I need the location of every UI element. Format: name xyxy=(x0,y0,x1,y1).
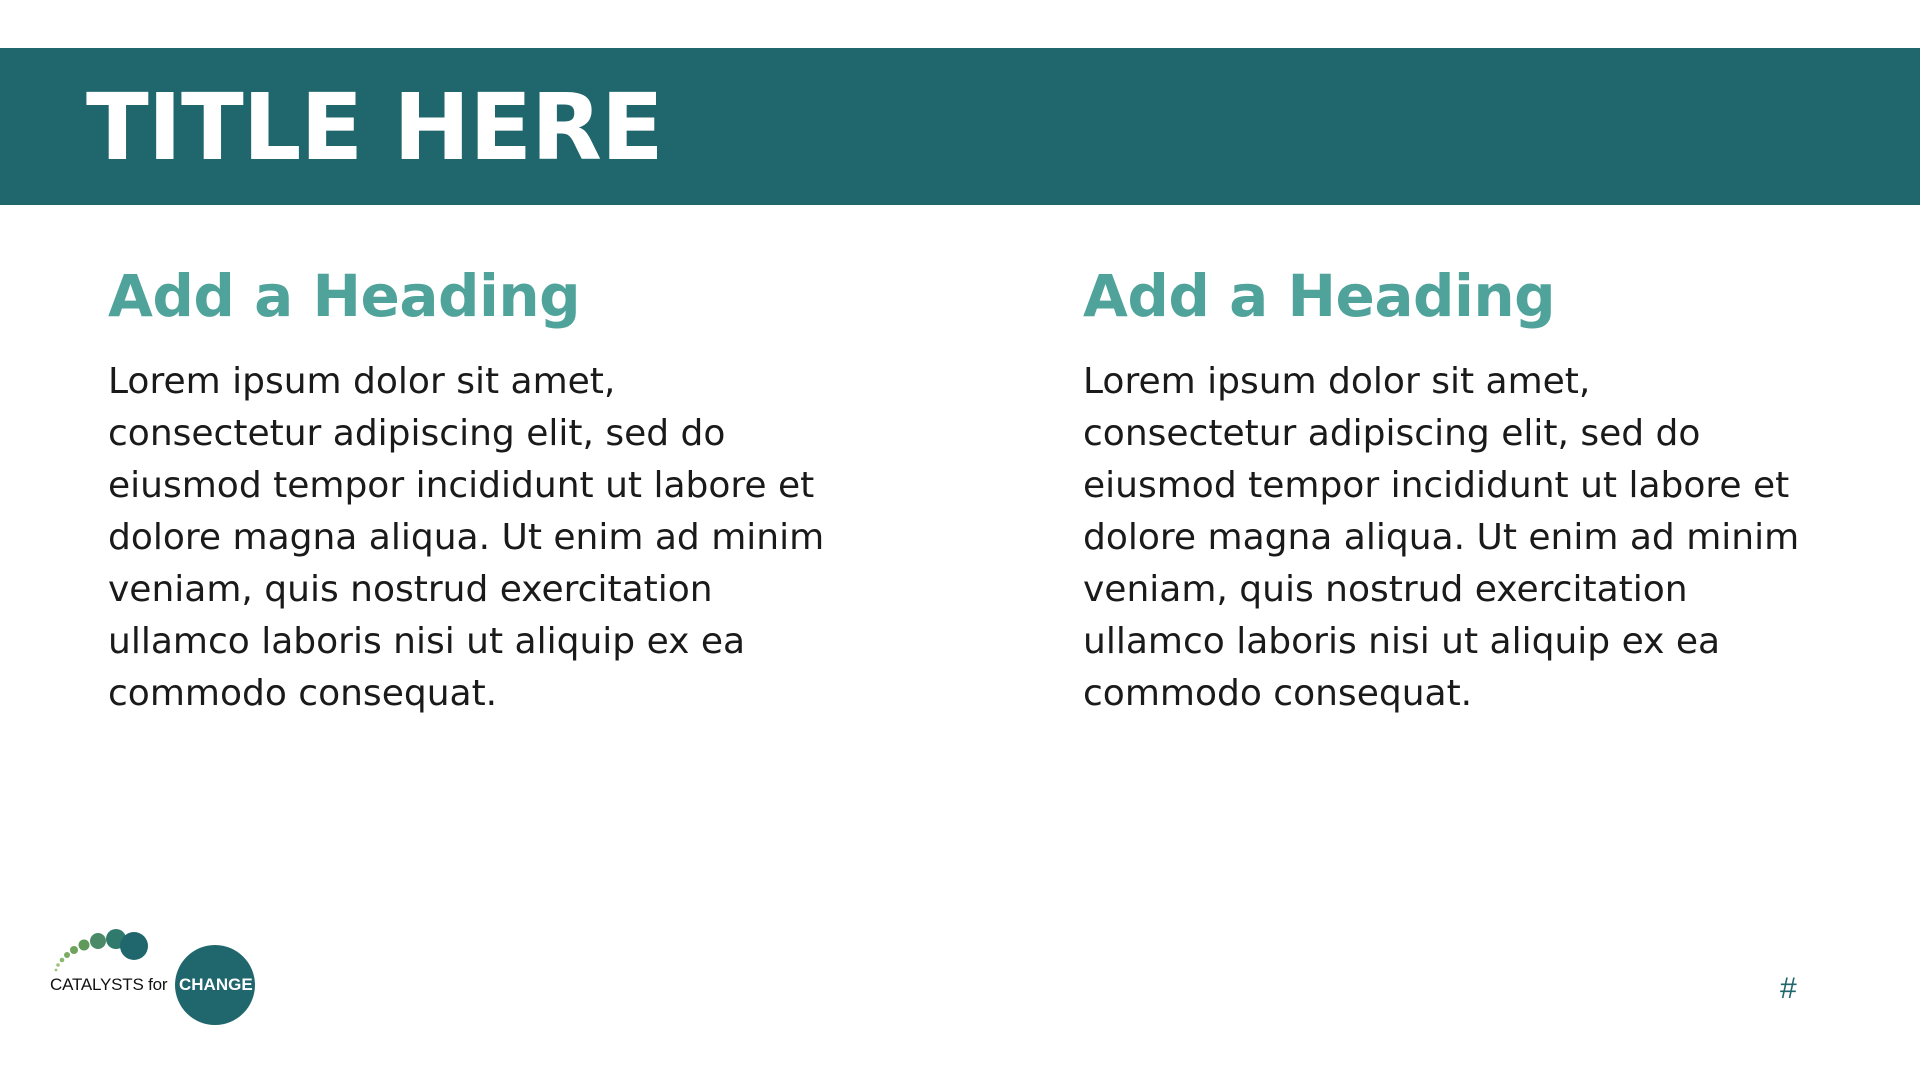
left-body-text: Lorem ipsum dolor sit amet, consectetur adipiscing elit, sed do eiusmod tempor incididunt ut labore et dolore magna aliqua. Ut enim ad minim veniam, quis nostrud exercitation ullamco laboris nisi ut aliquip ex ea commodo consequat. xyxy=(108,361,825,714)
logo-text-highlight: CHANGE xyxy=(179,975,253,994)
right-body-text: Lorem ipsum dolor sit amet, consectetur adipiscing elit, sed do eiusmod tempor incididunt ut labore et dolore magna aliqua. Ut enim ad minim veniam, quis nostrud exercitation ullamco laboris nisi ut aliquip ex ea commodo consequat. xyxy=(1083,361,1800,714)
right-heading: Add a Heading xyxy=(1083,262,1556,330)
catalysts-for-change-logo xyxy=(48,920,263,1030)
right-column xyxy=(1083,258,1843,720)
slide-title: TITLE HERE xyxy=(86,74,663,181)
left-heading: Add a Heading xyxy=(108,262,581,330)
logo-text-prefix: CATALYSTS for xyxy=(50,975,168,994)
page-number: # xyxy=(1780,972,1797,1005)
left-column xyxy=(108,258,868,720)
